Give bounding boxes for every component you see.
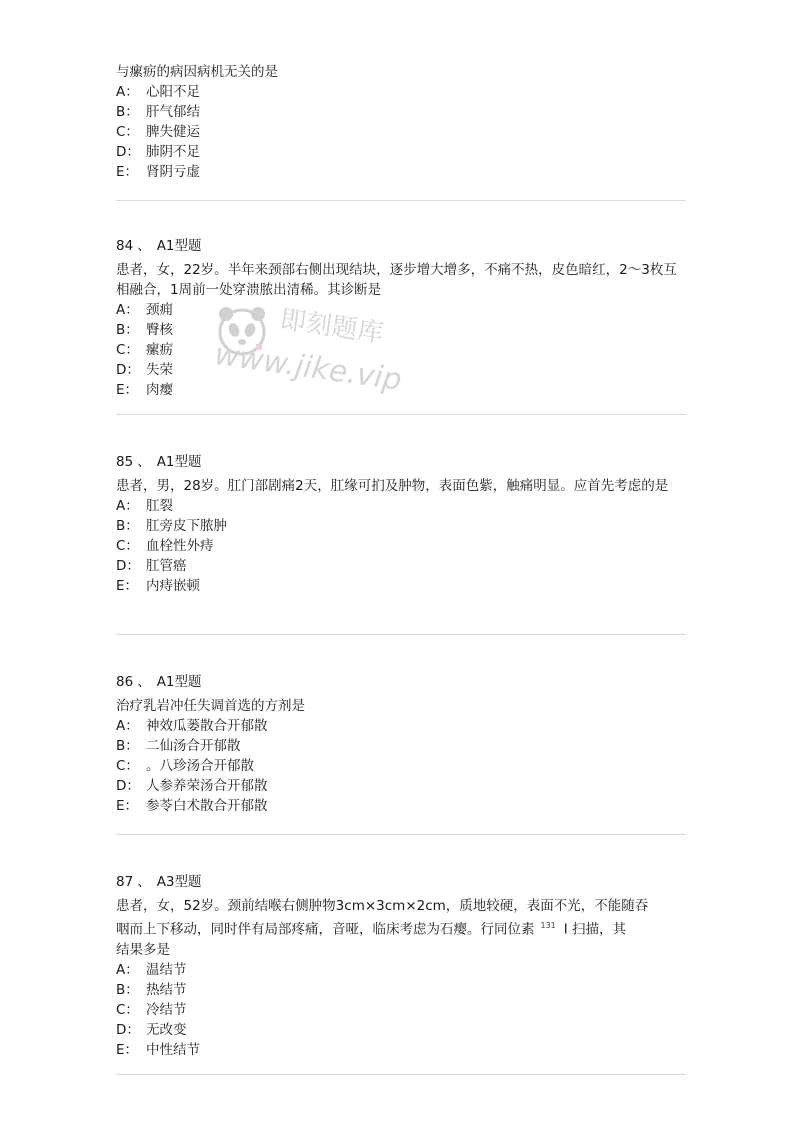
question-83 <box>116 62 686 182</box>
option-e[interactable]: E： 参苓白术散合开郁散 <box>116 798 268 814</box>
option-c[interactable]: C： 。八珍汤合开郁散 <box>116 758 254 774</box>
option-c[interactable]: C： 血栓性外痔 <box>116 538 214 554</box>
question-header: 85 、 A1型题 <box>116 454 202 470</box>
question-type: A1型题 <box>156 674 202 690</box>
option-c[interactable]: C： 脾失健运 <box>116 124 200 140</box>
option-e[interactable]: E： 内痔嵌顿 <box>116 578 200 594</box>
question-number: 84 <box>116 238 134 254</box>
option-a[interactable]: A： 温结节 <box>116 961 187 978</box>
option-d[interactable]: D： 人参养荣汤合开郁散 <box>116 778 268 794</box>
divider <box>116 634 686 635</box>
option-b[interactable]: B： 肛旁皮下脓肿 <box>116 518 227 534</box>
watermark-url: www.jike.vip <box>212 337 404 398</box>
option-e[interactable]: E： 肾阴亏虚 <box>116 164 200 180</box>
option-b[interactable]: B： 臀核 <box>116 322 173 338</box>
question-86 <box>116 672 686 816</box>
option-e[interactable]: E： 肉瘿 <box>116 382 173 398</box>
option-a[interactable]: A： 神效瓜蒌散合开郁散 <box>116 718 268 734</box>
question-85 <box>116 452 686 596</box>
option-d[interactable]: D： 无改变 <box>116 1021 187 1038</box>
option-d[interactable]: D： 失荣 <box>116 362 173 378</box>
question-number: 87 <box>116 874 134 890</box>
question-stem-line: 结果多是 <box>116 941 170 958</box>
option-b[interactable]: B： 热结节 <box>116 981 187 998</box>
isotope-superscript: 131 <box>540 921 556 930</box>
question-stem: 与瘰疬的病因病机无关的是 <box>116 64 278 80</box>
question-header: 84 、 A1型题 <box>116 238 202 254</box>
divider <box>116 834 686 835</box>
option-a[interactable]: A： 颈痈 <box>116 302 173 318</box>
question-stem-line: 患者，女，52岁。颈前结喉右侧肿物3cm×3cm×2cm，质地较硬，表面不光，不能随吞 <box>116 898 649 914</box>
question-type: A1型题 <box>156 238 202 254</box>
option-d[interactable]: D： 肛管癌 <box>116 558 187 574</box>
option-e[interactable]: E： 中性结节 <box>116 1041 200 1058</box>
question-stem: 患者，男，28岁。肛门部剧痛2天，肛缘可扪及肿物，表面色紫，触痛明显。应首先考虑的是 <box>116 478 669 494</box>
question-number: 85 <box>116 454 134 470</box>
question-type: A1型题 <box>156 454 202 470</box>
option-d[interactable]: D： 肺阴不足 <box>116 144 200 160</box>
question-84 <box>116 236 686 400</box>
option-c[interactable]: C： 瘰疬 <box>116 342 173 358</box>
option-a[interactable]: A： 心阳不足 <box>116 84 200 100</box>
option-b[interactable]: B： 肝气郁结 <box>116 104 200 120</box>
divider <box>116 414 686 415</box>
question-stem: 治疗乳岩冲任失调首选的方剂是 <box>116 698 305 714</box>
question-header: 86 、 A1型题 <box>116 674 202 690</box>
watermark-brand: 即刻题库 <box>278 304 386 350</box>
question-87 <box>116 872 686 1060</box>
option-b[interactable]: B： 二仙汤合开郁散 <box>116 738 241 754</box>
option-c[interactable]: C： 冷结节 <box>116 1001 187 1018</box>
question-header: 87 、 A3型题 <box>116 874 202 890</box>
question-type: A3型题 <box>156 874 202 890</box>
divider <box>116 1074 686 1075</box>
option-a[interactable]: A： 肛裂 <box>116 498 173 514</box>
divider <box>116 200 686 201</box>
question-stem: 患者，女，22岁。半年来颈部右侧出现结块，逐步增大增多，不痛不热，皮色暗红，2～3枚互相融合，1周前一处穿溃脓出清稀。其诊断是 <box>116 262 677 298</box>
question-stem-line: 咽而上下移动，同时伴有局部疼痛，音哑，临床考虑为石瘿。行同位素 $^{131}$ I 扫描，其 <box>116 921 627 938</box>
question-number: 86 <box>116 674 134 690</box>
